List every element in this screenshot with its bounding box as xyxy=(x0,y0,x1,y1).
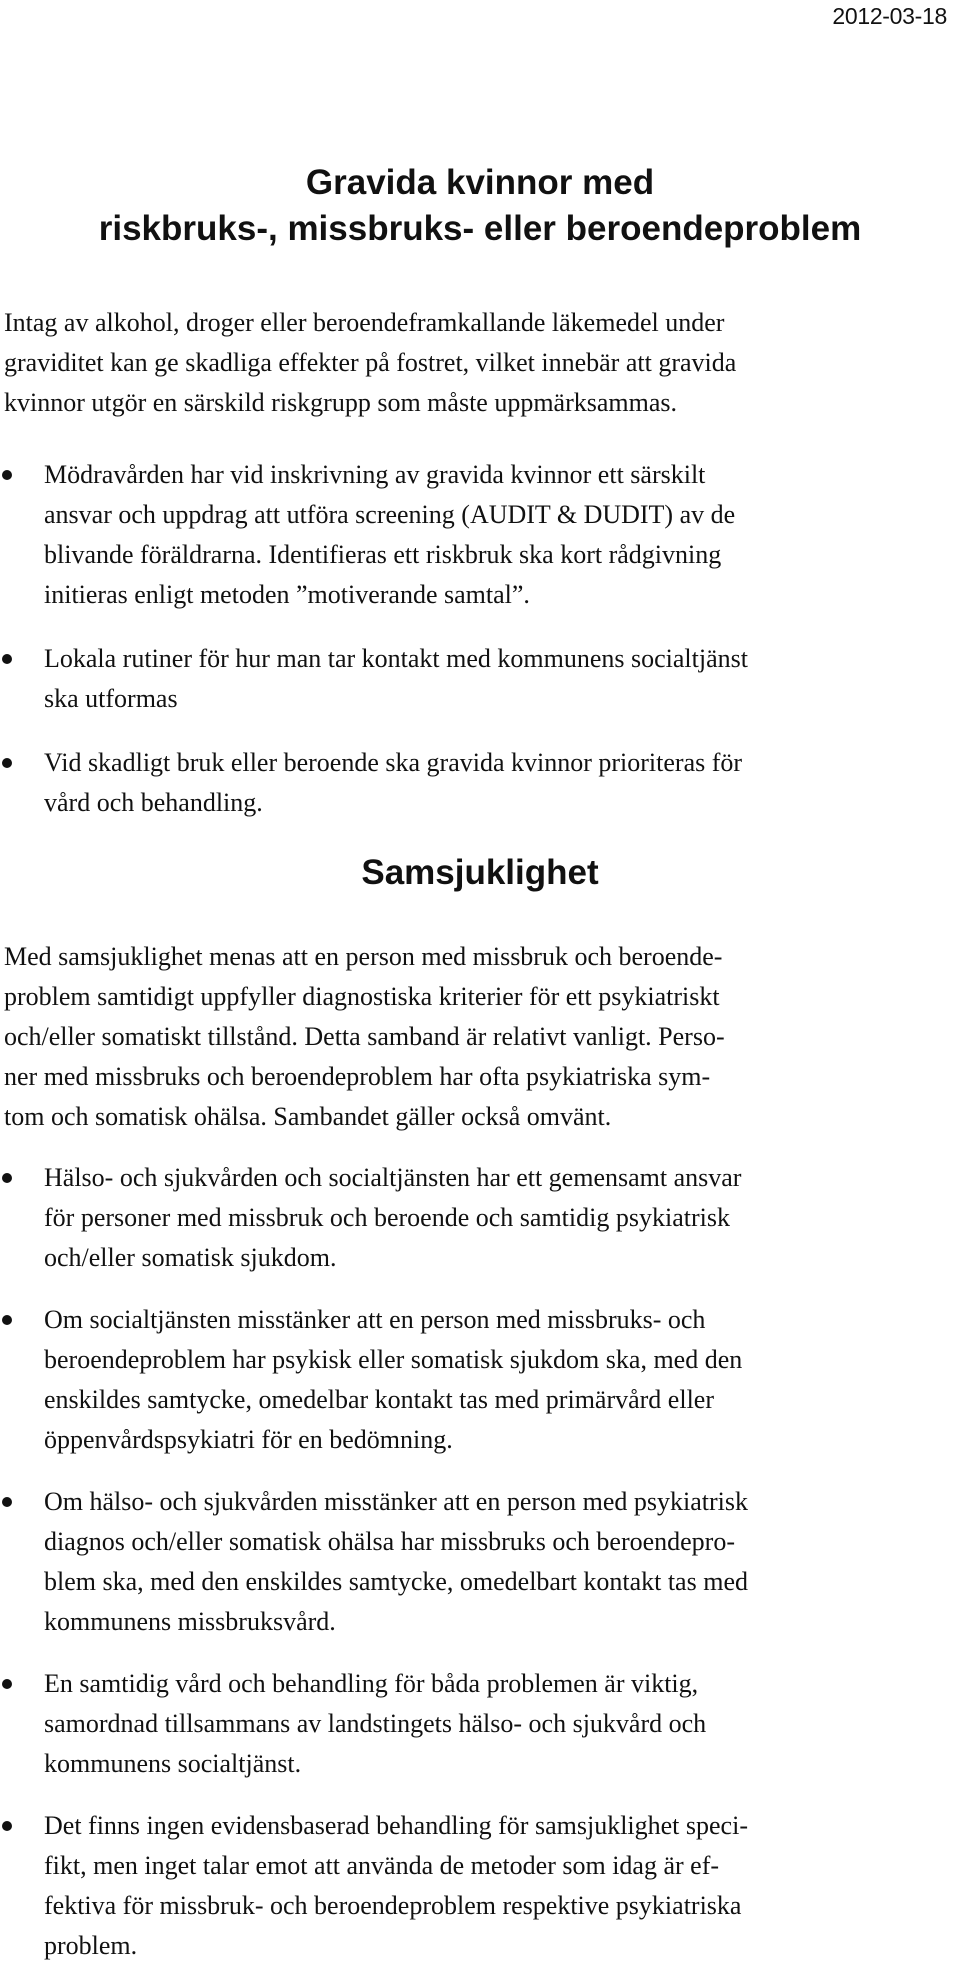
samsjuklighet-paragraph xyxy=(4,937,954,1137)
bullet-icon xyxy=(2,758,12,768)
text-line: diagnos och/eller somatisk ohälsa har missbruks och beroendepro- xyxy=(44,1527,735,1556)
text-line: ska utformas xyxy=(44,684,178,713)
text-line: kommunens socialtjänst. xyxy=(44,1749,302,1778)
text-line: initieras enligt metoden ”motiverande samtal”. xyxy=(44,580,530,609)
text-line: tom och somatisk ohälsa. Sambandet gäller också omvänt. xyxy=(4,1102,612,1131)
text-line: problem samtidigt uppfyller diagnostiska kriterier för ett psykiatriskt xyxy=(4,982,720,1011)
list-item xyxy=(0,1664,960,1784)
bullet-icon xyxy=(2,1679,12,1689)
text-line: blivande föräldrarna. Identifieras ett riskbruk ska kort rådgivning xyxy=(44,540,722,569)
bullet-icon xyxy=(2,1497,12,1507)
list-item xyxy=(0,1300,960,1460)
bullet-icon xyxy=(2,1315,12,1325)
text-line: och/eller somatiskt tillstånd. Detta samband är relativt vanligt. Perso- xyxy=(4,1022,725,1051)
text-line: vård och behandling. xyxy=(44,788,263,817)
text-line: blem ska, med den enskildes samtycke, omedelbart kontakt tas med xyxy=(44,1567,748,1596)
text-line: enskildes samtycke, omedelbar kontakt tas med primärvård eller xyxy=(44,1385,714,1414)
list-item xyxy=(0,743,960,823)
text-line: för personer med missbruk och beroende och samtidig psykiatrisk xyxy=(44,1203,730,1232)
text-line: Hälso- och sjukvården och socialtjänsten har ett gemensamt ansvar xyxy=(44,1163,742,1192)
bullet-icon xyxy=(2,1173,12,1183)
text-line: kommunens missbruksvård. xyxy=(44,1607,336,1636)
comorbidity-bullet-list xyxy=(0,1158,960,1966)
text-line: Intag av alkohol, droger eller beroendeframkallande läkemedel under xyxy=(4,308,725,337)
text-line: Mödravården har vid inskrivning av gravida kvinnor ett särskilt xyxy=(44,460,706,489)
pregnancy-bullet-list xyxy=(0,455,960,823)
text-line: fektiva för missbruk- och beroendeproblem respektive psykiatriska xyxy=(44,1891,742,1920)
text-line: Om socialtjänsten misstänker att en person med missbruks- och xyxy=(44,1305,706,1334)
text-line: Med samsjuklighet menas att en person med missbruk och beroende- xyxy=(4,942,723,971)
text-line: Vid skadligt bruk eller beroende ska gravida kvinnor prioriteras för xyxy=(44,748,743,777)
bullet-icon xyxy=(2,1821,12,1831)
text-line: Det finns ingen evidensbaserad behandling för samsjuklighet speci- xyxy=(44,1811,748,1840)
bullet-icon xyxy=(2,654,12,664)
list-item xyxy=(0,1482,960,1642)
text-line: fikt, men inget talar emot att använda de metoder som idag är ef- xyxy=(44,1851,720,1880)
list-item xyxy=(0,455,960,615)
text-line: kvinnor utgör en särskild riskgrupp som måste uppmärksammas. xyxy=(4,388,678,417)
text-line: beroendeproblem har psykisk eller somatisk sjukdom ska, med den xyxy=(44,1345,743,1374)
intro-paragraph xyxy=(4,303,954,423)
text-line: ansvar och uppdrag att utföra screening (AUDIT & DUDIT) av de xyxy=(44,500,736,529)
text-line: En samtidig vård och behandling för båda problemen är viktig, xyxy=(44,1669,699,1698)
section-heading: Samsjuklighet xyxy=(361,853,599,892)
text-line: Lokala rutiner för hur man tar kontakt med kommunens socialtjänst xyxy=(44,644,748,673)
title-line: Gravida kvinnor med xyxy=(305,163,655,202)
document-title xyxy=(0,160,960,252)
text-line: öppenvårdspsykiatri för en bedömning. xyxy=(44,1425,453,1454)
list-item xyxy=(0,1158,960,1278)
list-item xyxy=(0,639,960,719)
title-line: riskbruks-, missbruks- eller beroendeproblem xyxy=(98,209,862,248)
text-line: ner med missbruks och beroendeproblem har ofta psykiatriska sym- xyxy=(4,1062,711,1091)
text-line: graviditet kan ge skadliga effekter på fostret, vilket innebär att gravida xyxy=(4,348,737,377)
text-line: problem. xyxy=(44,1931,138,1960)
document-date: 2012-03-18 xyxy=(832,3,947,29)
text-line: Om hälso- och sjukvården misstänker att en person med psykiatrisk xyxy=(44,1487,749,1516)
list-item xyxy=(0,1806,960,1966)
bullet-icon xyxy=(2,470,12,480)
text-line: samordnad tillsammans av landstingets hälso- och sjukvård och xyxy=(44,1709,707,1738)
text-line: och/eller somatisk sjukdom. xyxy=(44,1243,337,1272)
